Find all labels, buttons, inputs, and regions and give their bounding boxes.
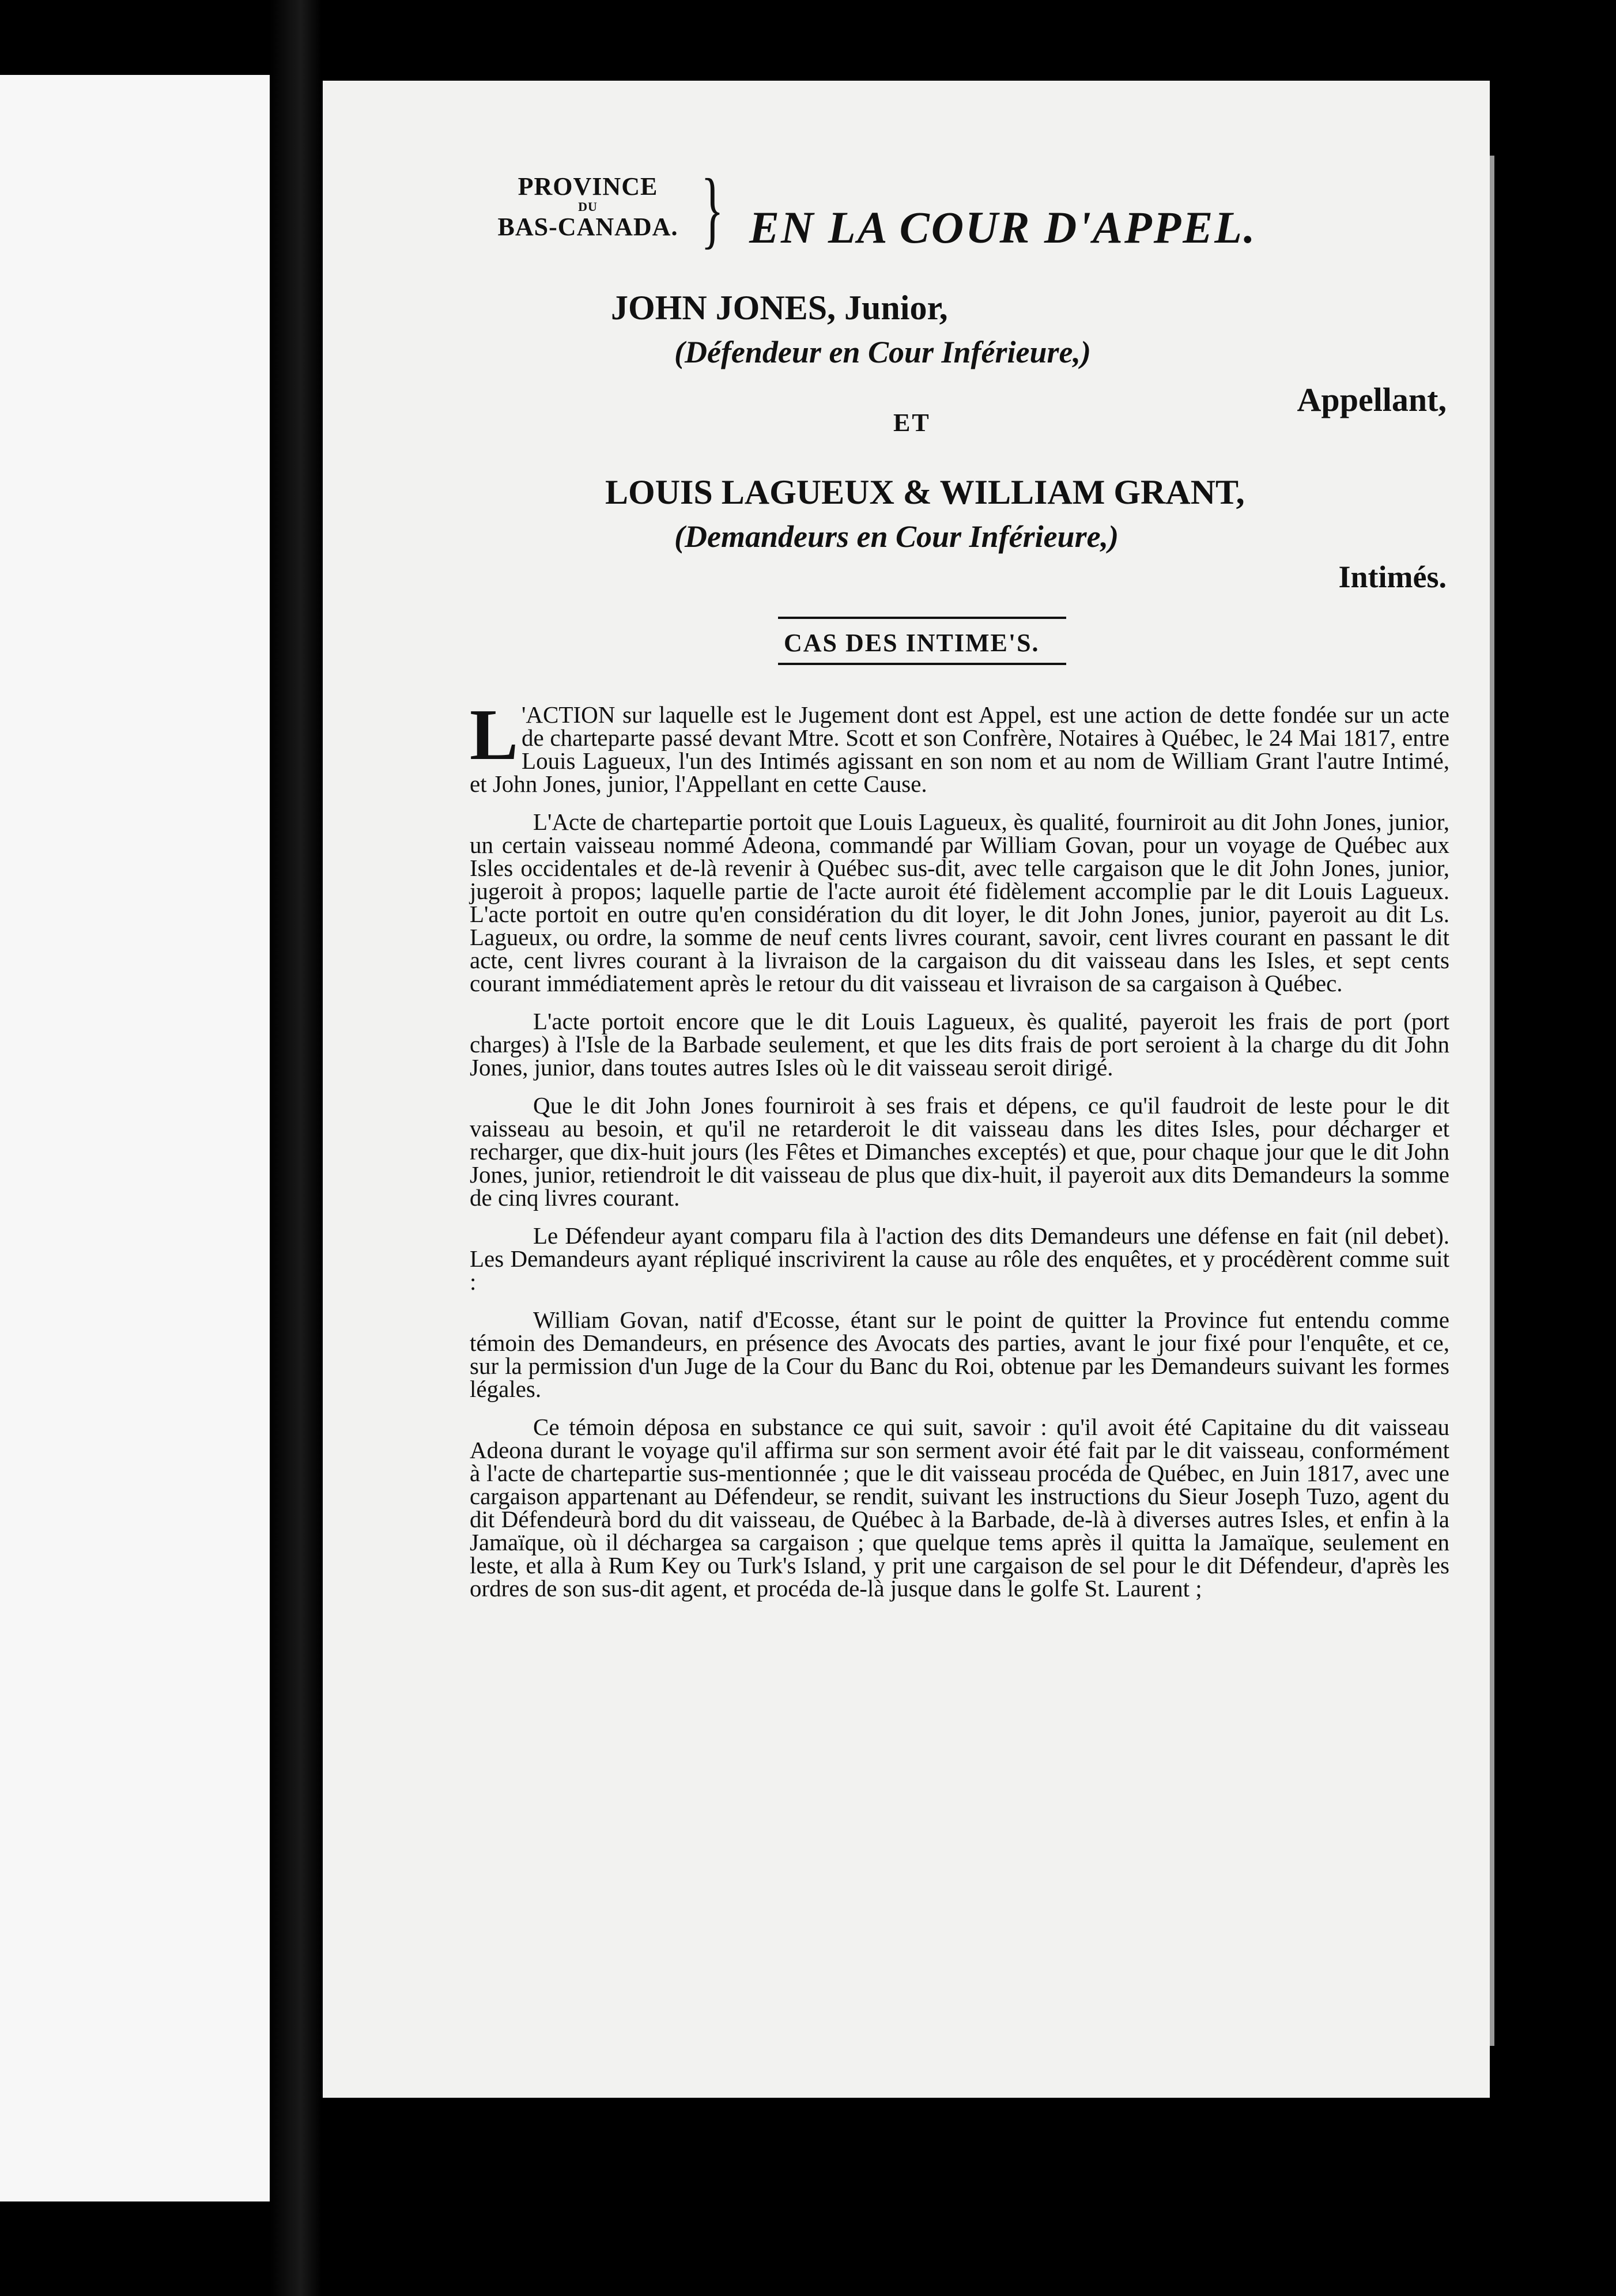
page-edge [1490, 156, 1494, 2046]
respondent-label: Intimés. [1338, 560, 1447, 594]
paragraph-4: Que le dit John Jones fourniroit à ses frais et dépens, ce qu'il faudroit de leste pour le dit vaisseau au besoin, et qu'il ne retarderoit le dit vaisseau dans les dites Isles, pour décharger et recharger, que dix-huit jours (les Fêtes et Dimanches exceptés) et que, pour chaque jour que le dit John Jones, junior, retiendroit le dit vaisseau de plus que dix-huit, il payeroit aux dits Demandeurs la somme de cinq livres courant. [470, 1092, 1449, 1211]
paragraph-6: William Govan, natif d'Ecosse, étant sur le point de quitter la Province fut entendu comme témoin des Demandeurs, en présence des Avocats des parties, avant le jour fixé pour l'enquête, et ce, sur la permission d'un Juge de la Cour du Banc du Roi, obtenue par les Demandeurs suivant les formes légales. [470, 1306, 1449, 1402]
document-body [470, 695, 1449, 1615]
respondent-role: (Demandeurs en Cour Inférieure,) [674, 519, 1119, 554]
province-line3: BAS-CANADA. [497, 213, 678, 241]
brace-icon: } [701, 161, 724, 257]
title-rule-top [778, 617, 1066, 619]
et-separator: ET [893, 409, 931, 437]
paragraph-1 [470, 695, 1449, 797]
appellant-role: (Défendeur en Cour Inférieure,) [674, 335, 1091, 369]
paragraph-3: L'acte portoit encore que le dit Louis Lagueux, ès qualité, payeroit les frais de port (port charges) à l'Isle de la Barbade seulement, et que les dits frais de port seroient à la charge du dit John Jones, junior, dans toutes autres Isles où le dit vaisseau seroit dirigé. [470, 1008, 1449, 1081]
respondent-name: LOUIS LAGUEUX & WILLIAM GRANT, [605, 473, 1245, 511]
paragraph-5: Le Défendeur ayant comparu fila à l'action des dits Demandeurs une défense en fait (nil debet). Les Demandeurs ayant répliqué inscrivirent la cause au rôle des enquêtes, et y procédèrent comme suit : [470, 1222, 1449, 1295]
drop-cap: L [470, 695, 519, 775]
province-line1: PROVINCE [518, 172, 658, 201]
appellant-label: Appellant, [1297, 381, 1447, 418]
paragraph-7: Ce témoin déposa en substance ce qui suit, savoir : qu'il avoit été Capitaine du dit vaisseau Adeona durant le voyage qu'il affirma sur son serment avoir été fait par le dit vaisseau, conformément à l'acte de chartepartie sus-mentionnée ; que le dit vaisseau procéda de Québec, en Juin 1817, avec une cargaison appartenant au Défendeur, se rendit, suivant les instructions du Sieur Joseph Tuzo, agent du dit Défendeurà bord du dit vaisseau, de Québec à la Barbade, de-là à diverses autres Isles, et enfin à la Jamaïque, où il déchargea sa cargaison ; que quelque tems après il quitta la Jamaïque, seulement en leste, et alla à Rum Key ou Turk's Island, y prit une cargaison de sel pour le dit Défendeur, d'après les ordres de son sus-dit agent, et procéda de-là jusque dans le golfe St. Laurent ; [470, 1414, 1449, 1602]
paragraph-1-text: sur laquelle est le Jugement dont est Appel, est une action de dette fondée sur un acte de charteparte passé devant Mtre. Scott et son Confrère, Notaires à Québec, le 24 Mai 1817, entre Louis Lagueux, l'un des Intimés agissant en son nom et au nom de William Grant l'autre Intimé, et John Jones, junior, l'Appellant en cette Cause. [470, 701, 1449, 797]
opening-word: 'ACTION [522, 701, 616, 728]
book-gutter [270, 0, 322, 2296]
case-title: CAS DES INTIME'S. [784, 629, 1040, 657]
appellant-name: JOHN JONES, Junior, [611, 289, 948, 327]
court-heading: EN LA COUR D'APPEL. [749, 202, 1257, 252]
title-rule-bottom [778, 663, 1066, 665]
paragraph-2: L'Acte de chartepartie portoit que Louis Lagueux, ès qualité, fourniroit au dit John Jones, junior, un certain vaisseau nommé Adeona, commandé par William Govan, pour un voyage de Québec aux Isles occidentales et de-là revenir à Québec sus-dit, avec telle cargaison que le dit John Jones, junior, jugeroit à propos; laquelle partie de l'acte auroit été fidèlement accomplie par le dit Louis Lagueux. L'acte portoit en outre qu'en considération du dit loyer, le dit John Jones, junior, payeroit au dit Ls. Lagueux, ou ordre, la somme de neuf cents livres courant, savoir, cent livres courant en passant le dit acte, cent livres courant à la livraison de la cargaison du dit vaisseau dans les Isles, et sept cents courant immédiatement après le retour du dit vaisseau et livraison de sa cargaison à Québec. [470, 809, 1449, 996]
province-line2: DU [578, 199, 598, 214]
document-page [323, 81, 1490, 2098]
province-heading [478, 173, 697, 241]
facing-blank-page [0, 75, 270, 2201]
